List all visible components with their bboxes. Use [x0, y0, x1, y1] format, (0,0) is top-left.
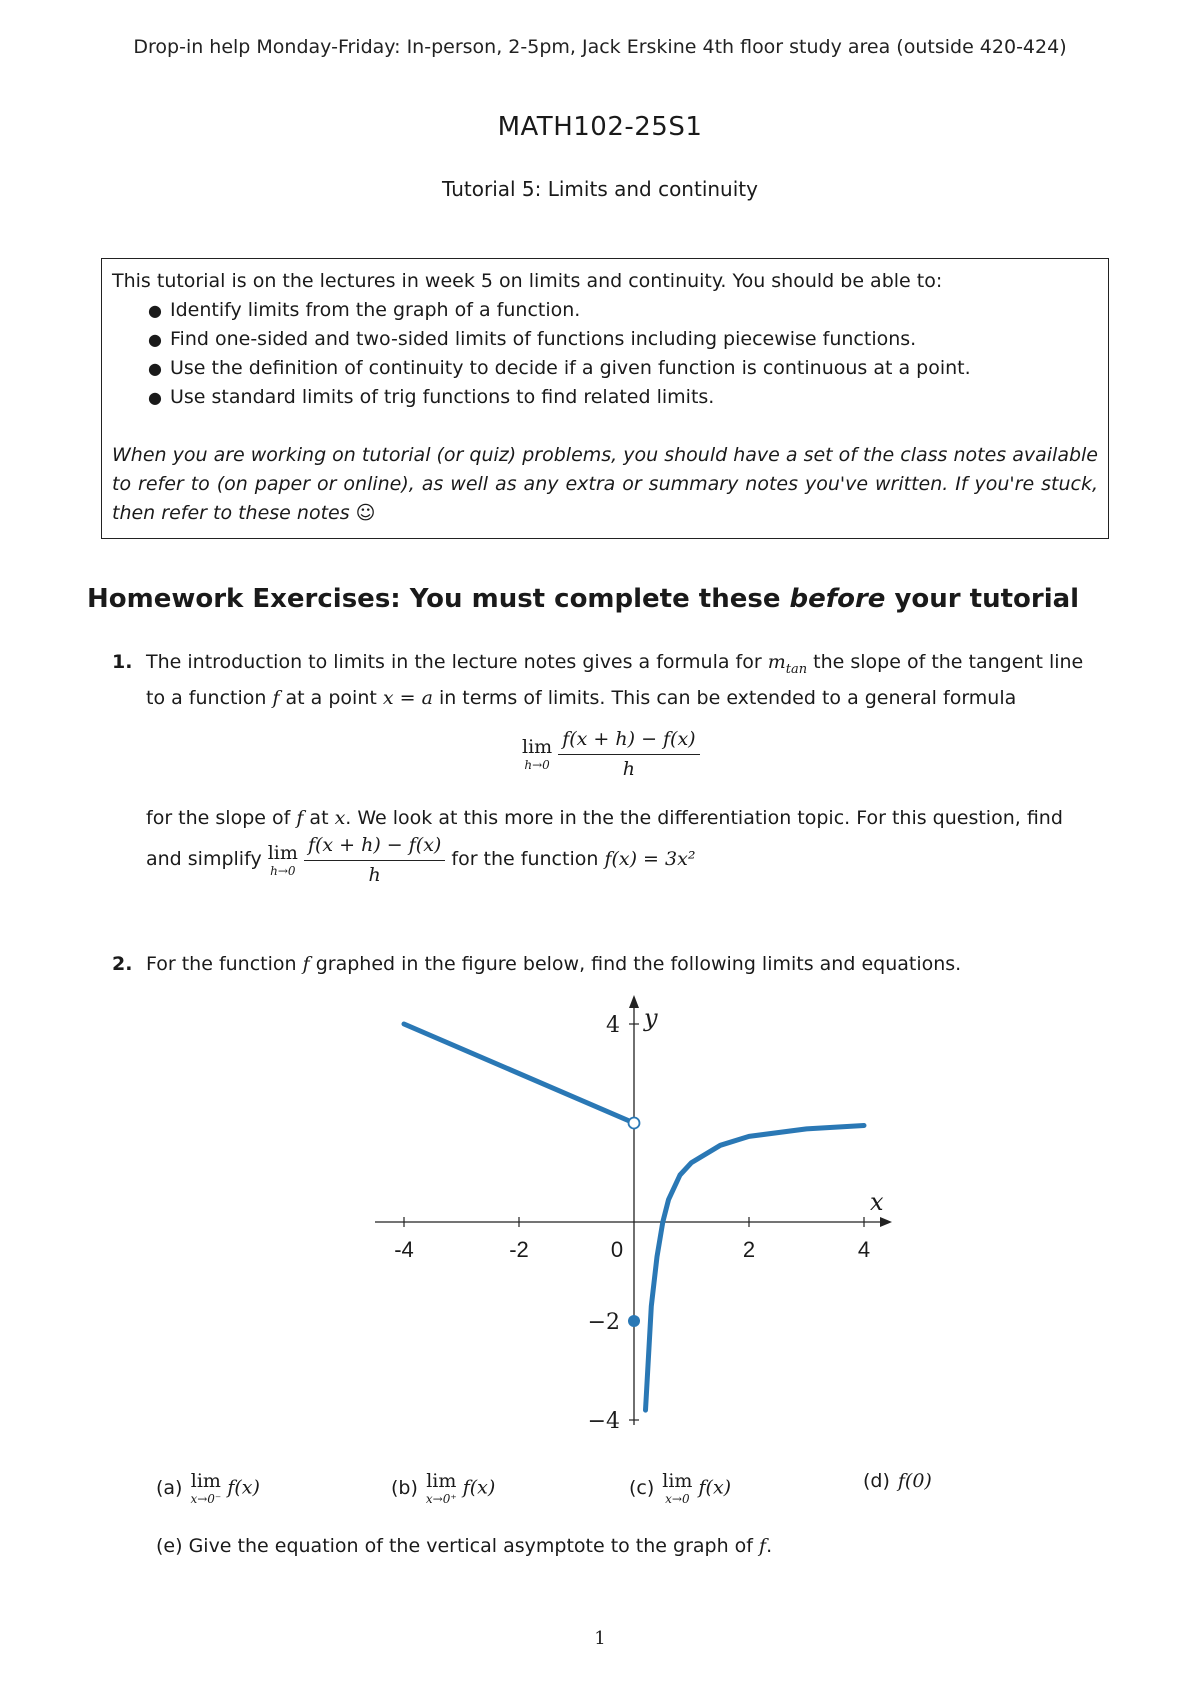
q1-line-4: and simplify lim h→0 $\frac{f(x + h) - f(x)}{h}$ for the function f(x) = 3x² — [146, 834, 696, 886]
y-tick-label: 4 — [606, 1013, 620, 1038]
y-tick-label: −2 — [587, 1310, 620, 1335]
q1-line-1: The introduction to limits in the lecture notes gives a formula for $m_{tan}$ the slope of the tangent line — [146, 651, 1084, 677]
x-axis-arrow-icon — [880, 1217, 892, 1227]
y-tick-label: −4 — [587, 1409, 620, 1434]
difference-quotient: $\frac{f(x + h) - f(x)}{h}$ — [558, 726, 699, 781]
graph-axes — [375, 995, 892, 1425]
objective-item: ● Identify limits from the graph of a function. — [112, 296, 1098, 325]
study-advice: When you are working on tutorial (or quiz) problems, you should have a set of the class notes available to refer to (on paper or online), as well as any extra or summary notes you've written. If you're stuck, then refer to these notes ☺ — [112, 444, 1098, 524]
bullet-icon: ● — [148, 388, 162, 407]
left-branch-line — [404, 1024, 634, 1123]
y-axis-label: y — [644, 1004, 658, 1032]
drop-in-help-note: Drop-in help Monday-Friday: In-person, 2-5pm, Jack Erskine 4th floor study area (outside 420-424) — [133, 36, 1067, 58]
question-number: 2. — [112, 953, 133, 975]
bullet-icon: ● — [148, 301, 162, 320]
part-e: (e) Give the equation of the vertical asymptote to the graph of f. — [156, 1535, 773, 1557]
part-d: (d) f(0) — [863, 1470, 932, 1492]
y-axis-arrow-icon — [629, 995, 639, 1008]
q1-line-3: for the slope of f at x. We look at this more in the the differentiation topic. For this question, find — [146, 807, 1063, 829]
x-tick-label: 4 — [857, 1237, 871, 1262]
x-tick-label: -2 — [509, 1237, 529, 1262]
question-number: 1. — [112, 651, 133, 673]
course-title: MATH102-25S1 — [497, 112, 703, 142]
part-b: (b) lim x→0⁺ f(x) — [391, 1470, 496, 1506]
objectives-intro: This tutorial is on the lectures in week 5 on limits and continuity. You should be able to: — [112, 270, 943, 292]
bullet-icon: ● — [148, 359, 162, 378]
q1-line-2: to a function f at a point x = a in terms of limits. This can be extended to a general formula — [146, 686, 1017, 709]
part-a: (a) lim x→0⁻ f(x) — [156, 1470, 260, 1506]
objective-item: ● Find one-sided and two-sided limits of functions including piecewise functions. — [112, 325, 1098, 354]
right-branch-curve — [646, 1126, 865, 1411]
filled-circle-point — [628, 1315, 640, 1327]
graph-ticks — [394, 1013, 870, 1434]
difference-quotient: $\frac{f(x + h) - f(x)}{h}$ — [304, 832, 445, 887]
x-tick-label: 0 — [610, 1237, 624, 1262]
part-c: (c) lim x→0 f(x) — [629, 1470, 732, 1506]
x-tick-label: 2 — [742, 1237, 756, 1262]
question-text: For the function f graphed in the figure below, find the following limits and equations. — [146, 953, 962, 975]
limit-operator: lim h→0 — [522, 735, 553, 772]
section-heading: Homework Exercises: You must complete these before your tutorial — [87, 584, 1080, 614]
open-circle-point — [629, 1118, 640, 1129]
x-axis-label: x — [870, 1188, 884, 1216]
x-tick-label: -4 — [394, 1237, 414, 1262]
objective-item: ● Use standard limits of trig functions to find related limits. — [112, 383, 1098, 412]
limit-operator: lim h→0 — [267, 841, 298, 878]
objective-item: ● Use the definition of continuity to decide if a given function is continuous at a point. — [112, 354, 1098, 383]
bullet-icon: ● — [148, 330, 162, 349]
page-number: 1 — [594, 1628, 606, 1649]
tutorial-title: Tutorial 5: Limits and continuity — [442, 177, 758, 201]
